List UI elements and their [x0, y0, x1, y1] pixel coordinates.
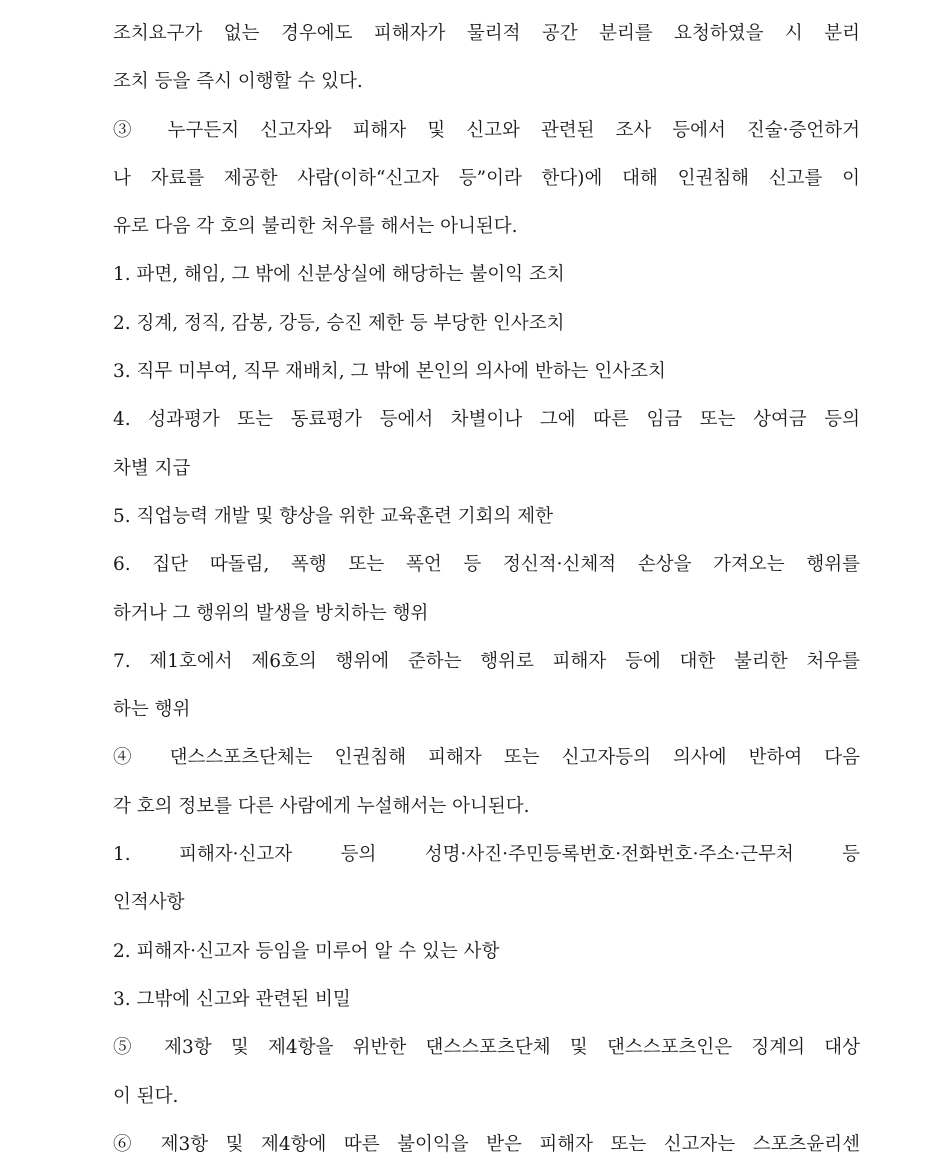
text-line: 1. 피해자·신고자 등의 성명·사진·주민등록번호·전화번호·주소·근무처 등: [113, 844, 860, 866]
text-line: 이 된다.: [113, 1085, 179, 1107]
text-line: 1. 파면, 해임, 그 밖에 신분상실에 해당하는 불이익 조치: [113, 264, 565, 286]
text-line: 하는 행위: [113, 699, 191, 721]
text-line: 차별 지급: [113, 457, 191, 479]
text-line: 7. 제1호에서 제6호의 행위에 준하는 행위로 피해자 등에 대한 불리한 처우를: [113, 650, 860, 672]
text-line: 인적사항: [113, 892, 185, 914]
text-line: 2. 피해자·신고자 등임을 미루어 알 수 있는 사항: [113, 940, 500, 962]
text-line: 각 호의 정보를 다른 사람에게 누설해서는 아니된다.: [113, 795, 530, 817]
text-line: ⑥ 제3항 및 제4항에 따른 불이익을 받은 피해자 또는 신고자는 스포츠윤리센: [113, 1133, 860, 1155]
text-line: 2. 징계, 정직, 감봉, 강등, 승진 제한 등 부당한 인사조치: [113, 312, 565, 334]
text-line: 조치 등을 즉시 이행할 수 있다.: [113, 71, 363, 93]
text-line: 나 자료를 제공한 사람(이하“신고자 등”이라 한다)에 대해 인권침해 신고를 이: [113, 167, 860, 189]
text-line: 유로 다음 각 호의 불리한 처우를 해서는 아니된다.: [113, 216, 518, 238]
text-line: 하거나 그 행위의 발생을 방치하는 행위: [113, 602, 429, 624]
text-line: 3. 직무 미부여, 직무 재배치, 그 밖에 본인의 의사에 반하는 인사조치: [113, 361, 666, 383]
text-line: 조치요구가 없는 경우에도 피해자가 물리적 공간 분리를 요청하였을 시 분리: [113, 23, 860, 44]
document-page: [113, 10, 860, 1169]
text-line: 5. 직업능력 개발 및 향상을 위한 교육훈련 기회의 제한: [113, 505, 553, 527]
text-line: 6. 집단 따돌림, 폭행 또는 폭언 등 정신적·신체적 손상을 가져오는 행위를: [113, 554, 860, 576]
text-line: 4. 성과평가 또는 동료평가 등에서 차별이나 그에 따른 임금 또는 상여금 등의: [113, 409, 860, 431]
text-line: 3. 그밖에 신고와 관련된 비밀: [113, 988, 351, 1010]
text-line: ③ 누구든지 신고자와 피해자 및 신고와 관련된 조사 등에서 진술·증언하거: [113, 119, 860, 141]
text-line: ④ 댄스스포츠단체는 인권침해 피해자 또는 신고자등의 의사에 반하여 다음: [113, 747, 860, 769]
text-line: ⑤ 제3항 및 제4항을 위반한 댄스스포츠단체 및 댄스스포츠인은 징계의 대상: [113, 1037, 860, 1059]
